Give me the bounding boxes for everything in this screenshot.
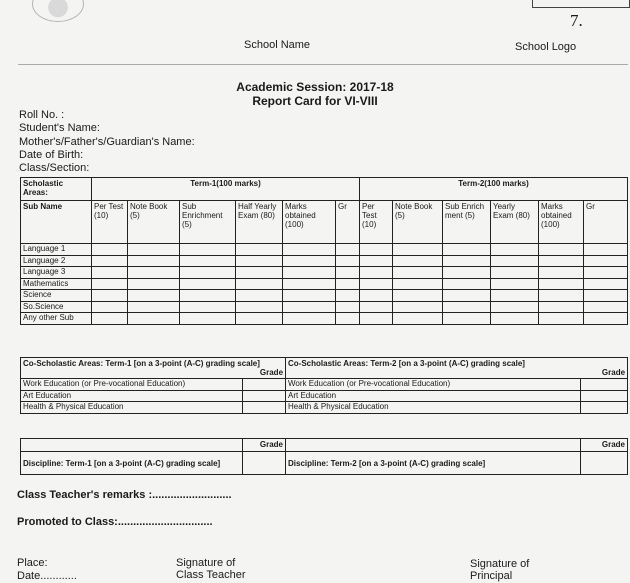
school-seal-logo bbox=[32, 0, 84, 22]
coscholastic-term2-header bbox=[286, 358, 628, 379]
scholastic-table bbox=[20, 177, 628, 325]
table-row bbox=[21, 402, 628, 414]
t2-col-header: Sub Enrich ment (5) bbox=[443, 201, 491, 244]
term1-header: Term-1(100 marks) bbox=[92, 178, 360, 201]
teacher-remarks: Class Teacher's remarks :.......................... bbox=[17, 489, 232, 501]
header-box bbox=[532, 0, 630, 8]
coscholastic-term1-header bbox=[21, 358, 286, 379]
t1-col-header: Note Book (5) bbox=[128, 201, 180, 244]
subject-name: Language 2 bbox=[21, 255, 92, 267]
subject-name: Science bbox=[21, 290, 92, 302]
table-row bbox=[21, 301, 628, 313]
grade-label: Grade bbox=[243, 439, 286, 452]
t2-col-header: Marks obtained (100) bbox=[539, 201, 584, 244]
scholastic-areas-label: Scholastic Areas: bbox=[21, 178, 92, 201]
t1-col-header: Gr bbox=[336, 201, 360, 244]
t1-col-header: Marks obtained (100) bbox=[283, 201, 336, 244]
table-row bbox=[21, 244, 628, 256]
subject-name: So.Science bbox=[21, 301, 92, 313]
subject-name: Mathematics bbox=[21, 278, 92, 290]
date-label: Date............ bbox=[17, 570, 77, 582]
discipline-term1: Discipline: Term-1 [on a 3-point (A-C) grading scale] bbox=[21, 452, 243, 475]
school-logo-label: School Logo bbox=[515, 41, 577, 53]
activity-name: Health & Physical Education bbox=[21, 402, 243, 414]
teacher-signature: Signature of Class Teacher bbox=[176, 557, 246, 581]
student-name-field: Student's Name: bbox=[19, 122, 100, 134]
page-number: 7. bbox=[570, 11, 583, 30]
t2-col-header: Yearly Exam (80) bbox=[491, 201, 539, 244]
grade-label: Grade bbox=[581, 439, 628, 452]
school-name: School Name bbox=[244, 39, 311, 51]
t2-col-header: Gr bbox=[584, 201, 628, 244]
table-row bbox=[21, 278, 628, 290]
subject-name: Any other Sub bbox=[21, 313, 92, 325]
subject-name: Language 1 bbox=[21, 244, 92, 256]
report-title: Report Card for VI-VIII bbox=[252, 94, 378, 108]
activity-name: Work Education (or Pre-vocational Education) bbox=[21, 379, 243, 391]
table-row bbox=[21, 390, 628, 402]
table-row bbox=[21, 313, 628, 325]
t2-col-header: Note Book (5) bbox=[393, 201, 443, 244]
activity-name: Work Education (or Pre-vocational Education) bbox=[286, 379, 581, 391]
session-title: Academic Session: 2017-18 bbox=[236, 80, 394, 94]
grade-label: Grade bbox=[601, 368, 626, 377]
t2-col-header: Per Test (10) bbox=[360, 201, 393, 244]
subject-name: Language 3 bbox=[21, 267, 92, 279]
activity-name: Health & Physical Education bbox=[286, 402, 581, 414]
coscholastic-table bbox=[20, 357, 628, 414]
class-section-field: Class/Section: bbox=[19, 162, 90, 174]
coscholastic-term1-title: Co-Scholastic Areas: Term-1 [on a 3-point (A-C) grading scale] bbox=[23, 359, 260, 368]
parent-name-field: Mother's/Father's/Guardian's Name: bbox=[19, 136, 195, 148]
table-row bbox=[21, 290, 628, 302]
header-divider bbox=[18, 64, 628, 65]
table-row bbox=[21, 255, 628, 267]
activity-name: Art Education bbox=[286, 390, 581, 402]
dob-field: Date of Birth: bbox=[19, 149, 84, 161]
table-row bbox=[21, 379, 628, 391]
discipline-term2: Discipline: Term-2 [on a 3-point (A-C) grading scale] bbox=[286, 452, 581, 475]
t1-col-header: Half Yearly Exam (80) bbox=[236, 201, 283, 244]
grade-label: Grade bbox=[259, 368, 284, 377]
t1-col-header: Per Test (10) bbox=[92, 201, 128, 244]
place-label: Place: bbox=[17, 557, 48, 569]
coscholastic-term2-title: Co-Scholastic Areas: Term-2 [on a 3-point (A-C) grading scale] bbox=[288, 359, 525, 368]
table-row bbox=[21, 267, 628, 279]
roll-no-field: Roll No. : bbox=[19, 109, 65, 121]
activity-name: Art Education bbox=[21, 390, 243, 402]
sub-name-header: Sub Name bbox=[21, 201, 92, 244]
principal-signature: Signature of Principal bbox=[470, 558, 530, 582]
discipline-table bbox=[20, 438, 628, 475]
t1-col-header: Sub Enrichment (5) bbox=[180, 201, 236, 244]
promoted-to-class: Promoted to Class:............................... bbox=[17, 516, 213, 528]
term2-header: Term-2(100 marks) bbox=[360, 178, 628, 201]
